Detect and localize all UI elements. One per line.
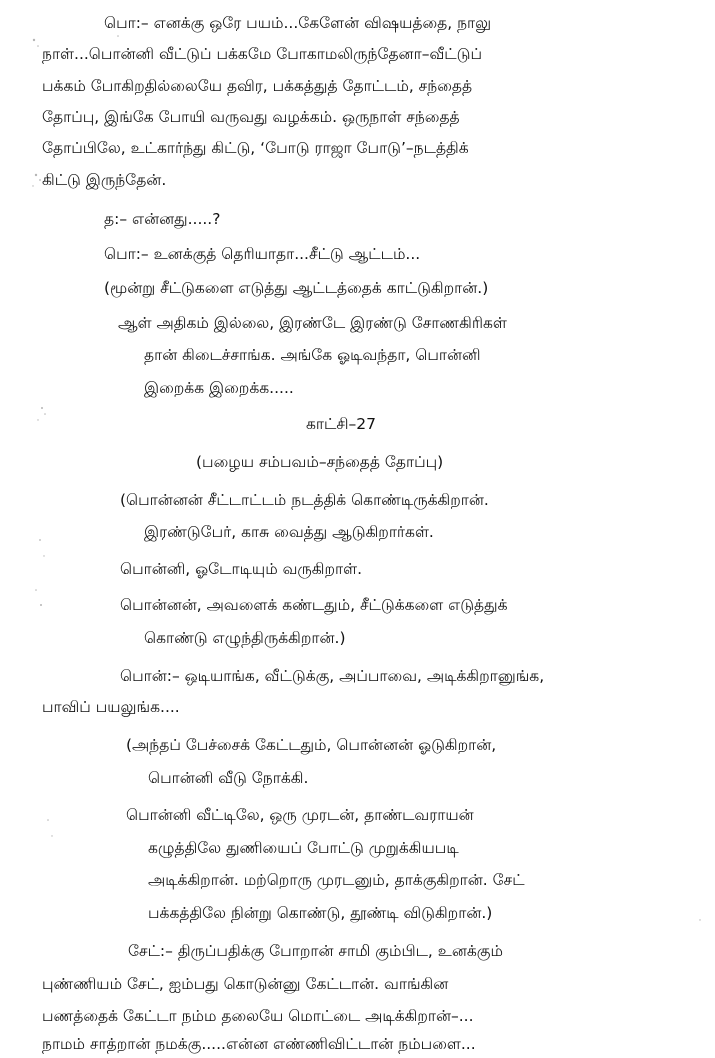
- text-line: நாள்...பொன்னி வீட்டுப் பக்கமே போகாமலிருந்தேனா–வீட்டுப்: [42, 45, 482, 63]
- text-line: (மூன்று சீட்டுகளை எடுத்து ஆட்டத்தைக் காட்டுகிறான்.): [104, 279, 489, 297]
- text-line: பொ:– உனக்குத் தெரியாதா...சீட்டு ஆட்டம்...: [104, 245, 421, 263]
- text-line: (பொன்னன் சீட்டாட்டம் நடத்திக் கொண்டிருக்கிறான்.: [120, 491, 489, 509]
- text-line: நாமம் சாத்றான் நமக்கு.....என்ன எண்ணிவிட்டான் நம்பளை...: [42, 1035, 476, 1053]
- text-line: பணத்தைக் கேட்டா நம்ம தலையே மொட்டை அடிக்கிறான்–...: [42, 1007, 474, 1025]
- text-line: அடிக்கிறான். மற்றொரு முரடனும், தாக்குகிறான். சேட்: [148, 871, 525, 889]
- text-line: பொன்:– ஒடியாங்க, வீட்டுக்கு, அப்பாவை, அடிக்கிறானுங்க,: [120, 667, 545, 685]
- text-line: தோப்பு, இங்கே போயி வருவது வழக்கம். ஒருநாள் சந்தைத்: [42, 108, 460, 126]
- scene-heading: காட்சி–27: [306, 415, 376, 433]
- text-line: தோப்பிலே, உட்கார்ந்து கிட்டு, ‘போடு ராஜா போடு’–நடத்திக்: [42, 139, 469, 157]
- text-line: ஆள் அதிகம் இல்லை, இரண்டே இரண்டு சோணகிரிகள்: [118, 314, 507, 332]
- text-line: பக்கத்திலே நின்று கொண்டு, தூண்டி விடுகிறான்.): [148, 904, 493, 922]
- text-line: பொன்னன், அவளைக் கண்டதும், சீட்டுக்களை எடுத்துக்: [120, 596, 508, 614]
- scene-subheading: (பழைய சம்பவம்–சந்தைத் தோப்பு): [196, 453, 444, 471]
- text-line: இறைக்க இறைக்க.....: [144, 379, 294, 397]
- text-line: கிட்டு இருந்தேன்.: [42, 171, 167, 189]
- text-line: பொன்னி வீடு நோக்கி.: [148, 769, 309, 787]
- text-line: பொ:– எனக்கு ஒரே பயம்...கேளேன் விஷயத்தை, நாலு: [104, 14, 492, 32]
- text-line: தான் கிடைச்சாங்க. அங்கே ஓடிவந்தா, பொன்னி: [144, 346, 481, 364]
- text-line: (அந்தப் பேச்சைக் கேட்டதும், பொன்னன் ஓடுகிறான்,: [126, 736, 497, 754]
- text-line: சேட்:– திருப்பதிக்கு போறான் சாமி கும்பிட, உனக்கும்: [128, 942, 503, 960]
- text-line: புண்ணியம் சேட், ஐம்பது கொடுன்னு கேட்டான். வாங்கின: [42, 975, 449, 993]
- text-line: இரண்டுபேர், காசு வைத்து ஆடுகிறார்கள்.: [144, 523, 434, 541]
- text-line: பொன்னி வீட்டிலே, ஒரு முரடன், தாண்டவராயன்: [126, 806, 474, 824]
- text-line: கொண்டு எழுந்திருக்கிறான்.): [144, 629, 346, 647]
- text-line: பக்கம் போகிறதில்லையே தவிர, பக்கத்துத் தோட்டம், சந்தைத்: [42, 77, 473, 95]
- text-line: பொன்னி, ஓடோடியும் வருகிறாள்.: [120, 560, 363, 578]
- text-line: பாவிப் பயலுங்க....: [42, 698, 180, 716]
- text-line: த:– என்னது.....?: [104, 210, 221, 228]
- text-line: கழுத்திலே துணியைப் போட்டு முறுக்கியபடி: [148, 839, 459, 857]
